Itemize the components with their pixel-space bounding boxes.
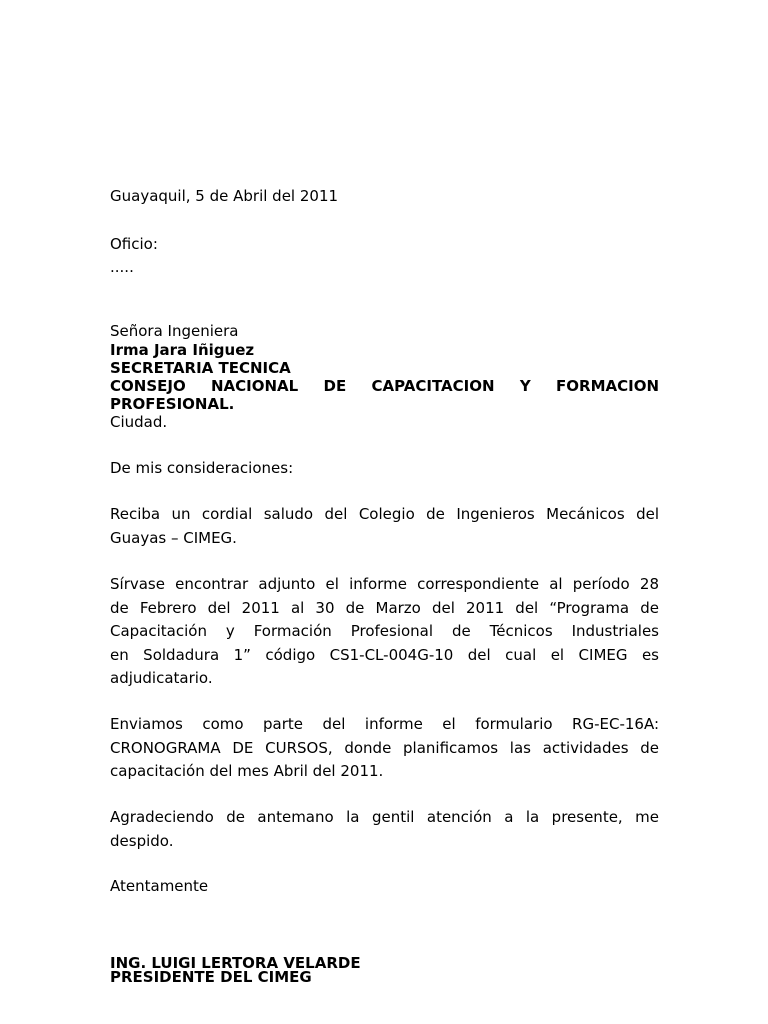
paragraph-line: Sírvase encontrar adjunto el informe correspondiente al período 28 (110, 575, 659, 593)
paragraph-greeting-cimeg (110, 503, 659, 550)
paragraph-line: de Febrero del 2011 al 30 de Marzo del 2011 del “Programa de (110, 598, 659, 617)
paragraph-form (110, 713, 659, 784)
paragraph-report (110, 573, 659, 691)
signature-name: ING. LUIGI LERTORA VELARDE (110, 954, 361, 972)
paragraph-line: CRONOGRAMA DE CURSOS, donde planificamos las actividades de (110, 738, 659, 757)
recipient-city: Ciudad. (110, 413, 168, 431)
paragraph-line: despido. (110, 831, 174, 850)
paragraph-line: Agradeciendo de antemano la gentil atención a la presente, me (110, 808, 659, 826)
signature-title: PRESIDENTE DEL CIMEG (110, 968, 312, 986)
recipient-salutation-title: Señora Ingeniera (110, 322, 239, 340)
oficio-value: ..... (110, 258, 134, 276)
greeting: De mis consideraciones: (110, 459, 294, 477)
paragraph-line: en Soldadura 1” código CS1-CL-004G-10 del cual el CIMEG es (110, 645, 659, 664)
paragraph-line: capacitación del mes Abril del 2011. (110, 762, 384, 780)
closing: Atentamente (110, 877, 209, 895)
paragraph-line: Guayas – CIMEG. (110, 528, 237, 547)
recipient-name: Irma Jara Iñiguez (110, 341, 255, 359)
recipient-position: SECRETARIA TECNICA (110, 359, 291, 377)
recipient-organization-line1: CONSEJO NACIONAL DE CAPACITACION Y FORMACION (110, 377, 659, 395)
paragraph-line: Reciba un cordial saludo del Colegio de Ingenieros Mecánicos del (110, 505, 659, 523)
paragraph-line: Capacitación y Formación Profesional de Técnicos Industriales (110, 622, 659, 640)
paragraph-line: Enviamos como parte del informe el formulario RG-EC-16A: (110, 715, 659, 733)
date-line: Guayaquil, 5 de Abril del 2011 (110, 187, 339, 205)
recipient-organization-line2: PROFESIONAL. (110, 395, 235, 413)
oficio-label: Oficio: (110, 235, 158, 253)
paragraph-line: adjudicatario. (110, 669, 213, 687)
paragraph-thanks (110, 806, 659, 853)
